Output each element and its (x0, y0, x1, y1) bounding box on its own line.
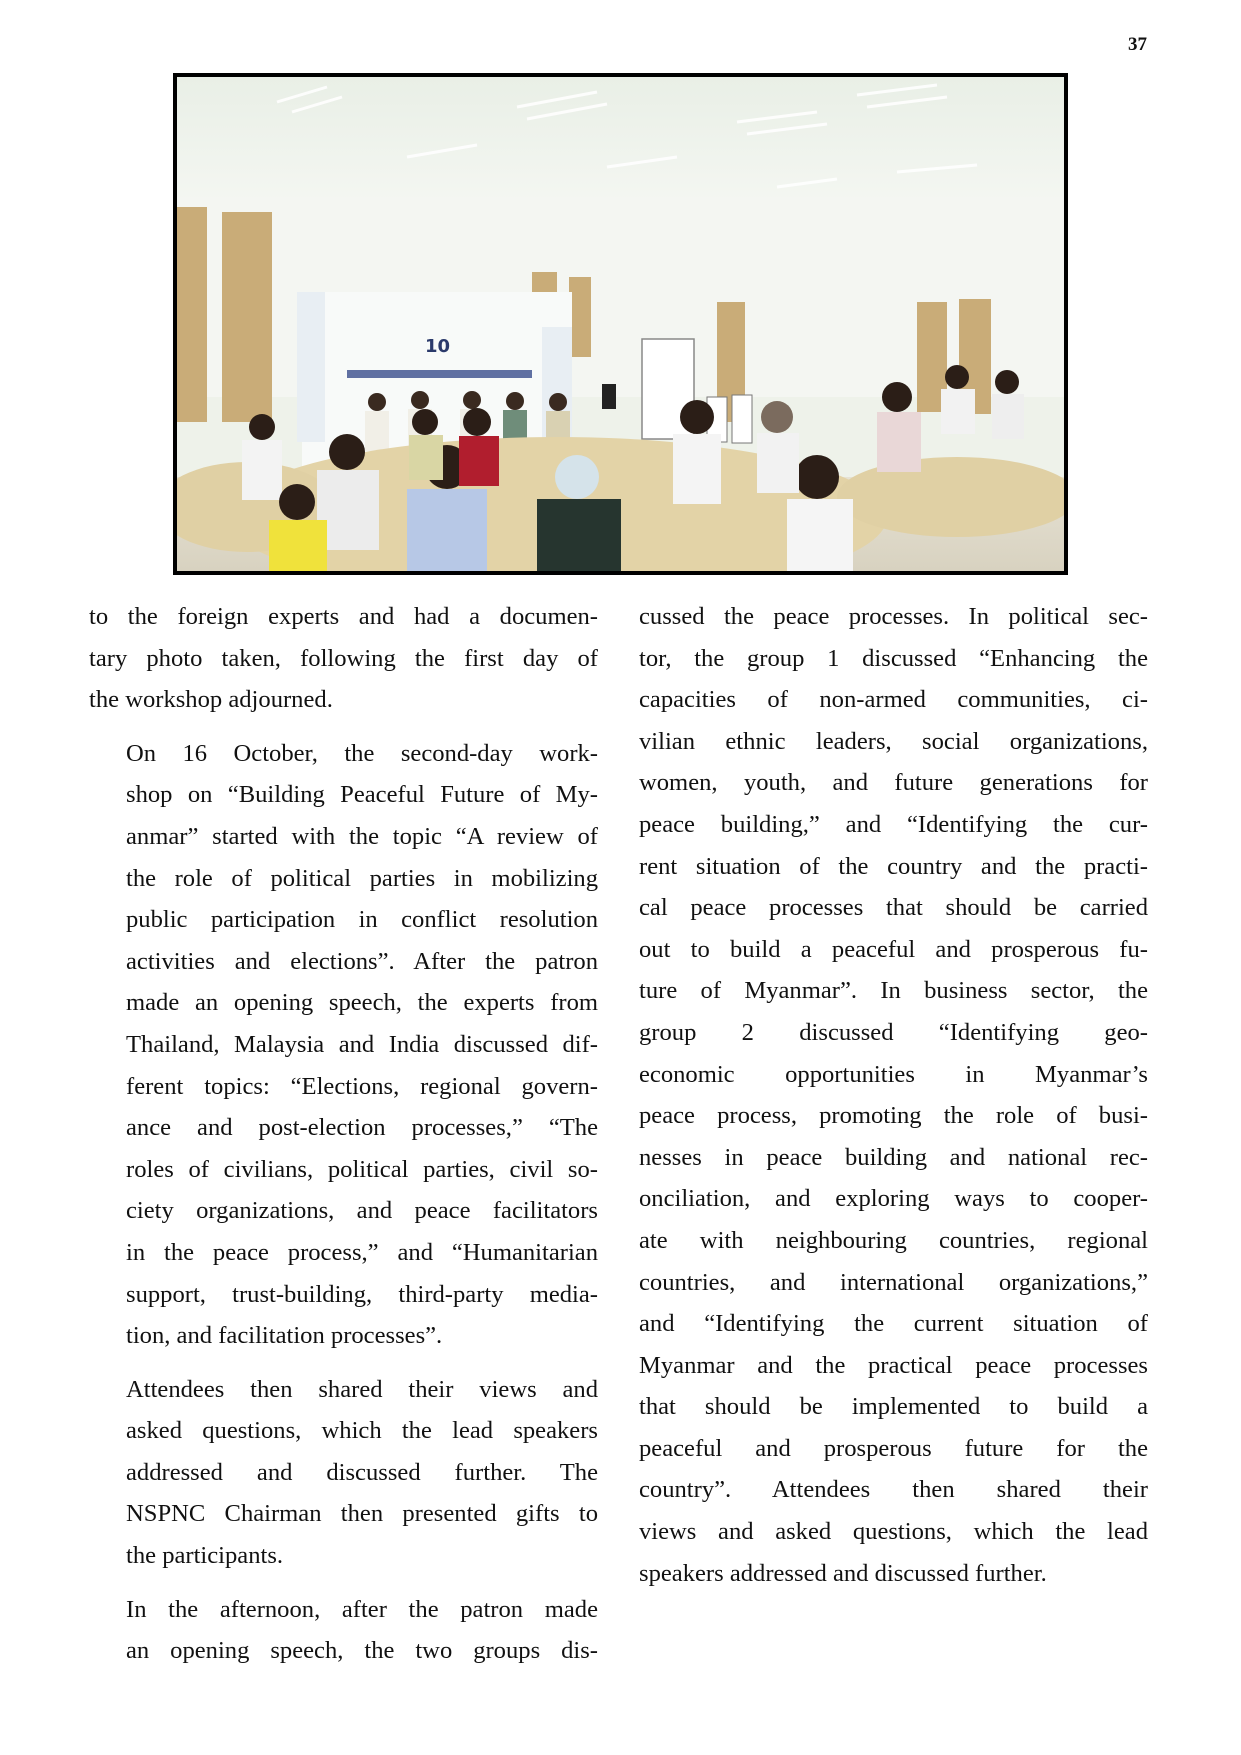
text-line: nesses in peace building and national rec- (639, 1143, 1148, 1171)
text-line: onciliation, and exploring ways to cooper- (639, 1185, 1148, 1213)
text-line: Attendees then shared their views and (126, 1375, 598, 1403)
text-line: countries, and international organizations,” (639, 1268, 1148, 1296)
text-line: tion, and facilitation processes”. (126, 1322, 443, 1350)
text-line: peaceful and prosperous future for the (639, 1434, 1148, 1462)
workshop-photo (173, 73, 1068, 575)
text-line: public participation in conflict resolution (126, 906, 598, 934)
text-line: Thailand, Malaysia and India discussed dif- (126, 1030, 598, 1058)
text-line: On 16 October, the second-day work- (126, 739, 598, 767)
text-line: activities and elections”. After the patron (126, 947, 598, 975)
paragraph (89, 1369, 598, 1577)
text-line: to the foreign experts and had a documen- (89, 603, 598, 630)
text-line: support, trust-building, third-party media- (126, 1280, 598, 1308)
paragraph (639, 596, 1148, 1594)
paragraph (89, 1589, 598, 1672)
text-line: out to build a peaceful and prosperous fu- (639, 935, 1148, 963)
text-line: and “Identifying the current situation of (639, 1310, 1148, 1338)
text-line: the role of political parties in mobilizing (126, 864, 598, 892)
text-line: rent situation of the country and the practi- (639, 852, 1148, 880)
text-line: made an opening speech, the experts from (126, 989, 598, 1017)
text-line: views and asked questions, which the lead (639, 1518, 1148, 1546)
text-line: peace process, promoting the role of busi- (639, 1102, 1148, 1130)
text-line: ferent topics: “Elections, regional govern- (126, 1072, 598, 1100)
text-line: that should be implemented to build a (639, 1393, 1148, 1421)
text-line: ciety organizations, and peace facilitators (126, 1197, 598, 1225)
text-line: tary photo taken, following the first day of (89, 644, 598, 672)
text-line: economic opportunities in Myanmar’s (639, 1060, 1148, 1088)
flip-chart (732, 395, 752, 443)
text-line: cussed the peace processes. In political sec- (639, 603, 1148, 630)
text-line: an opening speech, the two groups dis- (126, 1637, 598, 1665)
text-line: ate with neighbouring countries, regional (639, 1226, 1148, 1254)
text-line: addressed and discussed further. The (126, 1458, 598, 1486)
text-line: peace building,” and “Identifying the cur- (639, 810, 1148, 838)
text-line: speakers addressed and discussed further. (639, 1559, 1047, 1587)
loudspeaker (602, 384, 616, 409)
text-line: capacities of non-armed communities, ci- (639, 686, 1148, 714)
text-line: In the afternoon, after the patron made (126, 1595, 598, 1623)
text-line: in the peace process,” and “Humanitarian (126, 1238, 598, 1266)
text-line: anmar” started with the topic “A review of (126, 822, 598, 850)
text-line: women, youth, and future generations for (639, 769, 1148, 797)
banner-left (297, 292, 325, 442)
text-line: group 2 discussed “Identifying geo- (639, 1018, 1148, 1046)
text-line: tor, the group 1 discussed “Enhancing the (639, 644, 1148, 672)
paragraph (89, 596, 598, 721)
text-line: the workshop adjourned. (89, 686, 333, 714)
right-column (639, 596, 1148, 1606)
left-column (89, 596, 598, 1684)
text-line: ance and post-election processes,” “The (126, 1114, 598, 1142)
text-line: cal peace processes that should be carried (639, 894, 1148, 922)
anniversary-logo: 10 (425, 336, 451, 357)
text-line: country”. Attendees then shared their (639, 1476, 1148, 1504)
text-line: the participants. (126, 1542, 284, 1570)
page-number: 37 (1128, 34, 1147, 55)
paragraph (89, 733, 598, 1357)
text-line: roles of civilians, political parties, civil so- (126, 1155, 598, 1183)
workshop-photo-illustration (177, 77, 1064, 571)
text-line: vilian ethnic leaders, social organizations, (639, 727, 1148, 755)
text-line: ture of Myanmar”. In business sector, the (639, 977, 1148, 1005)
text-line: Myanmar and the practical peace processes (639, 1351, 1148, 1379)
text-line: NSPNC Chairman then presented gifts to (126, 1500, 598, 1528)
text-line: shop on “Building Peaceful Future of My- (126, 781, 598, 809)
text-line: asked questions, which the lead speakers (126, 1417, 598, 1445)
banner-title-text (347, 370, 532, 378)
